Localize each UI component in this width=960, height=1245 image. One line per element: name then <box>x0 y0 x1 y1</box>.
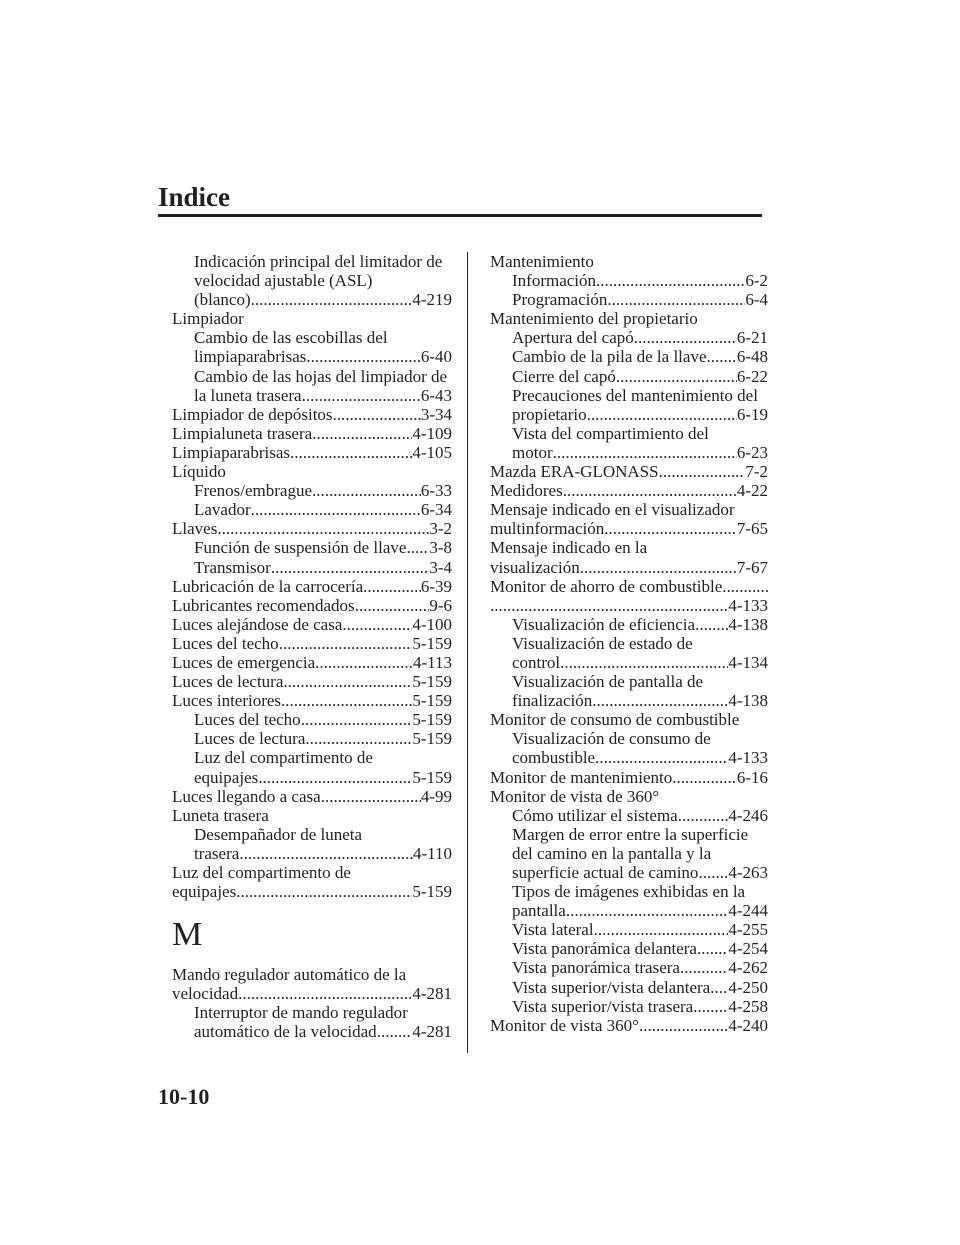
index-entry-label: Visualización de eficiencia <box>512 614 696 634</box>
index-entry-page: 4-263 <box>728 863 768 882</box>
index-heading-line: Tipos de imágenes exhibidas en la <box>512 882 746 902</box>
dot-leader <box>363 577 421 596</box>
dot-leader <box>306 347 420 366</box>
dot-leader <box>560 653 728 672</box>
index-entry-page: 5-159 <box>412 767 452 787</box>
column-divider <box>467 252 468 1053</box>
dot-leader <box>305 729 412 748</box>
index-entry <box>172 729 452 748</box>
dot-leader <box>566 901 729 920</box>
dot-leader <box>594 920 729 939</box>
index-entry <box>172 768 452 787</box>
index-entry <box>490 462 768 481</box>
dot-leader <box>697 939 728 958</box>
dot-leader <box>312 481 421 500</box>
index-entry-label: control <box>512 652 561 672</box>
index-entry <box>172 634 452 653</box>
index-entry-page: 7-65 <box>736 519 768 539</box>
dot-leader <box>639 1016 728 1035</box>
index-entry-label: Lubricación de la carrocería <box>172 576 364 596</box>
index-entry-page: 5-159 <box>412 710 452 730</box>
index-entry-page: 4-258 <box>728 996 768 1016</box>
index-entry <box>490 443 768 462</box>
dot-leader <box>315 653 413 672</box>
dot-leader <box>722 577 768 596</box>
index-heading-line: Vista del compartimiento del <box>512 423 709 443</box>
index-entry-label: Luces de emergencia <box>172 652 316 672</box>
index-entry-label: (blanco) <box>194 290 251 310</box>
index-entry <box>490 653 768 672</box>
index-column-left <box>172 252 452 1042</box>
dot-leader <box>695 615 728 634</box>
dot-leader <box>377 1022 413 1041</box>
index-heading-line: Margen de error entre la superficie <box>512 824 749 844</box>
index-entry-page: 6-21 <box>736 328 768 348</box>
index-entry <box>490 519 768 538</box>
index-entry <box>172 519 452 538</box>
dot-leader <box>301 710 413 729</box>
dot-leader <box>592 691 728 710</box>
dot-leader <box>580 558 737 577</box>
index-entry-page: 3-2 <box>429 519 452 539</box>
index-entry-page: 4-254 <box>728 939 768 959</box>
index-heading-line: Visualización de estado de <box>512 633 693 653</box>
dot-leader <box>342 615 412 634</box>
index-entry-page: 3-34 <box>420 404 452 424</box>
index-entry <box>490 405 768 424</box>
index-entry-page: 5-159 <box>412 882 452 902</box>
dot-leader <box>595 748 728 767</box>
index-entry-label: Luces interiores <box>172 691 282 711</box>
index-entry-label: automático de la velocidad <box>194 1022 377 1042</box>
index-entry <box>490 997 768 1016</box>
index-entry <box>490 691 768 710</box>
dot-leader <box>596 271 745 290</box>
index-entry <box>172 882 452 901</box>
index-entry-page: 3-4 <box>429 557 452 577</box>
index-entry <box>490 481 768 500</box>
index-entry-label: pantalla <box>512 901 566 921</box>
index-entry-label: Vista superior/vista trasera <box>512 996 694 1016</box>
index-entry-page: 6-4 <box>745 290 768 310</box>
index-entry-label: Monitor de mantenimiento <box>490 767 673 787</box>
dot-leader <box>290 443 412 462</box>
index-entry <box>172 1022 452 1041</box>
index-entry <box>172 691 452 710</box>
index-entry-label: Lavador <box>194 500 251 520</box>
index-entry-label: Vista lateral <box>512 920 594 940</box>
index-entry <box>490 577 768 596</box>
index-entry-label: Mazda ERA-GLONASS <box>490 462 659 482</box>
index-entry-label: Luces del techo <box>194 710 301 730</box>
index-entry <box>490 290 768 309</box>
index-entry-label: finalización <box>512 691 593 711</box>
dot-leader <box>239 844 413 863</box>
index-entry-page: 6-43 <box>420 385 452 405</box>
dot-leader <box>258 768 412 787</box>
index-entry <box>490 367 768 386</box>
index-heading-line: Líquido <box>172 462 226 482</box>
index-entry-page: 6-48 <box>736 347 768 367</box>
index-entry-page: 4-105 <box>412 442 452 462</box>
index-heading-line: Mantenimiento <box>490 252 594 271</box>
index-entry <box>490 558 768 577</box>
dot-leader <box>279 634 413 653</box>
index-entry-page: 4-109 <box>412 423 452 443</box>
dot-leader <box>680 958 728 977</box>
index-heading-line: del camino en la pantalla y la <box>512 843 712 863</box>
index-entry <box>490 328 768 347</box>
dot-leader <box>634 328 737 347</box>
index-entry-label: Medidores <box>490 481 563 501</box>
index-entry-page: 4-100 <box>412 614 452 634</box>
index-entry-label: Llaves <box>172 519 218 539</box>
index-heading-line: velocidad ajustable (ASL) <box>194 271 373 291</box>
dot-leader <box>587 405 737 424</box>
index-entry-label: Monitor de vista 360° <box>490 1015 639 1035</box>
dot-leader <box>490 596 728 615</box>
index-entry-page: 4-240 <box>728 1015 768 1035</box>
index-entry-page: 6-33 <box>420 481 452 501</box>
index-entry-label: Luces de lectura <box>172 672 284 692</box>
dot-leader <box>698 863 728 882</box>
dot-leader <box>281 691 412 710</box>
index-entry <box>490 806 768 825</box>
dot-leader <box>251 500 421 519</box>
page-number: 10-10 <box>158 1084 210 1109</box>
index-entry-page: 4-281 <box>412 984 452 1004</box>
index-entry <box>490 978 768 997</box>
index-heading-line: Visualización de pantalla de <box>512 672 704 692</box>
dot-leader <box>302 386 421 405</box>
index-entry <box>172 290 452 309</box>
index-heading-line: Mando regulador automático de la <box>172 965 407 985</box>
dot-leader <box>312 424 412 443</box>
index-heading-line: Cambio de las escobillas del <box>194 328 388 348</box>
index-entry-page: 4-138 <box>728 614 768 634</box>
index-entry <box>490 748 768 767</box>
index-heading-line: Monitor de consumo de combustible <box>490 710 740 730</box>
index-entry <box>172 386 452 405</box>
dot-leader <box>217 519 429 538</box>
dot-leader <box>406 538 429 557</box>
index-entry-label: Apertura del capó <box>512 328 634 348</box>
section-letter: M <box>172 916 203 954</box>
index-entry-page: 7-67 <box>736 557 768 577</box>
index-entry-label: Limpiaparabrisas <box>172 442 291 462</box>
index-entry-label: propietario <box>512 404 587 424</box>
index-entry-page: 5-159 <box>412 672 452 692</box>
index-entry-label: Monitor de ahorro de combustible <box>490 576 723 596</box>
index-entry <box>172 984 452 1003</box>
index-entry-page: 4-113 <box>412 652 452 672</box>
index-entry-label: visualización <box>490 557 580 577</box>
index-entry-page: 5-159 <box>412 729 452 749</box>
index-entry <box>490 920 768 939</box>
index-entry-page: 6-22 <box>736 366 768 386</box>
index-entry-label: Luces alejándose de casa <box>172 614 343 634</box>
index-heading-line: Desempañador de luneta <box>194 824 363 844</box>
index-entry-page: 4-138 <box>728 691 768 711</box>
index-entry-page: 3-8 <box>429 538 452 558</box>
index-heading-line: Cambio de las hojas del limpiador de <box>194 366 448 386</box>
index-entry <box>172 347 452 366</box>
index-entry-page: 4-99 <box>420 786 452 806</box>
index-entry <box>172 672 452 691</box>
index-heading-line: Precauciones del mantenimiento del <box>512 385 758 405</box>
dot-leader <box>333 405 421 424</box>
index-entry <box>490 347 768 366</box>
index-entry-label: Vista panorámica trasera <box>512 958 680 978</box>
index-entry-label: equipajes <box>172 882 237 902</box>
index-entry <box>172 443 452 462</box>
index-entry-label: Función de suspensión de llave <box>194 538 407 558</box>
dot-leader <box>251 290 413 309</box>
index-heading-line: Luz del compartimento de <box>172 863 351 882</box>
index-entry-label: combustible <box>512 748 596 768</box>
index-heading-line: Limpiador <box>172 309 244 329</box>
index-entry <box>172 538 452 557</box>
index-entry <box>172 615 452 634</box>
index-entry <box>172 787 452 806</box>
dot-leader <box>271 558 429 577</box>
dot-leader <box>604 519 737 538</box>
index-entry-page: 4-281 <box>412 1022 452 1042</box>
index-entry-page: 4-262 <box>728 958 768 978</box>
index-entry-page: 6-16 <box>736 767 768 787</box>
index-heading-line: Indicación principal del limitador de <box>194 252 443 271</box>
index-entry-page: 4-219 <box>412 290 452 310</box>
index-entry <box>490 271 768 290</box>
index-entry-page: 5-159 <box>412 633 452 653</box>
index-entry <box>172 558 452 577</box>
index-entry-label: Luces de lectura <box>194 729 306 749</box>
index-entry <box>490 768 768 787</box>
index-entry-label: Información <box>512 271 597 291</box>
index-entry-label: trasera <box>194 843 240 863</box>
index-entry-label: Limpiador de depósitos <box>172 404 333 424</box>
index-entry-page: 4-244 <box>728 901 768 921</box>
index-entry <box>490 596 768 615</box>
index-entry-page: 6-40 <box>420 347 452 367</box>
index-entry-label: superficie actual de camino <box>512 863 699 882</box>
page-title: Indice <box>158 182 231 212</box>
index-entry-page: 5-159 <box>412 691 452 711</box>
index-entry-label: multinformación <box>490 519 605 539</box>
index-entry <box>172 653 452 672</box>
dot-leader <box>355 596 430 615</box>
index-entry-label: equipajes <box>194 767 259 787</box>
index-entry-label: velocidad <box>172 984 239 1004</box>
dot-leader <box>672 768 737 787</box>
dot-leader <box>659 462 746 481</box>
index-entry-page: 4-22 <box>736 481 768 501</box>
index-entry <box>172 844 452 863</box>
dot-leader <box>693 997 728 1016</box>
dot-leader <box>553 443 737 462</box>
index-heading-line: Mantenimiento del propietario <box>490 309 698 329</box>
index-entry-page: 4-250 <box>728 977 768 997</box>
index-entry <box>172 577 452 596</box>
index-entry <box>490 958 768 977</box>
index-entry-page: 4-246 <box>728 805 768 825</box>
index-entry-page: 6-23 <box>736 442 768 462</box>
index-entry-label: Programación <box>512 290 608 310</box>
index-entry-label: Cambio de la pila de la llave <box>512 347 707 367</box>
index-entry <box>172 405 452 424</box>
index-entry-page: 4-133 <box>728 595 768 615</box>
index-entry-label: Frenos/embrague <box>194 481 313 501</box>
index-entry <box>490 615 768 634</box>
index-entry-label: Cómo utilizar el sistema <box>512 805 678 825</box>
index-entry-label: la luneta trasera <box>194 385 302 405</box>
index-entry <box>172 500 452 519</box>
title-rule <box>158 214 762 217</box>
index-entry-label: limpiaparabrisas <box>194 347 307 367</box>
index-entry <box>490 939 768 958</box>
index-entry-label: Luces llegando a casa <box>172 786 321 806</box>
index-entry-label: Transmisor <box>194 557 271 577</box>
dot-leader <box>707 347 737 366</box>
index-entry <box>172 710 452 729</box>
index-heading-line: Visualización de consumo de <box>512 729 711 749</box>
index-entry <box>490 901 768 920</box>
dot-leader <box>607 290 745 309</box>
index-heading-line: Monitor de vista de 360° <box>490 786 660 806</box>
index-entry-label: Lubricantes recomendados <box>172 595 355 615</box>
index-entry <box>490 1016 768 1035</box>
index-entry <box>172 481 452 500</box>
dot-leader <box>678 806 729 825</box>
index-entry-label: Luces del techo <box>172 633 279 653</box>
index-entry-page: 6-34 <box>420 500 452 520</box>
dot-leader <box>283 672 412 691</box>
index-heading-line: Mensaje indicado en el visualizador <box>490 500 735 520</box>
index-column-right <box>490 252 768 1035</box>
index-entry-page: 4-134 <box>728 652 768 672</box>
index-entry-page: 4-133 <box>728 748 768 768</box>
index-entry-page: 4-110 <box>412 843 452 863</box>
dot-leader <box>236 882 412 901</box>
dot-leader <box>321 787 421 806</box>
index-entry-label: Limpialuneta trasera <box>172 423 313 443</box>
index-entry-page: 9-6 <box>429 595 452 615</box>
index-entry-label: Vista superior/vista delantera <box>512 977 711 997</box>
dot-leader <box>616 367 737 386</box>
index-entry-label: Vista panorámica delantera <box>512 939 697 959</box>
index-heading-line: Luz del compartimento de <box>194 748 373 768</box>
dot-leader <box>563 481 737 500</box>
index-entry-page: 6-2 <box>745 271 768 291</box>
dot-leader <box>710 978 728 997</box>
dot-leader <box>238 984 412 1003</box>
index-entry-page: 4-255 <box>728 920 768 940</box>
index-entry <box>172 424 452 443</box>
index-entry-page: 7-2 <box>745 462 768 482</box>
index-entry-label: Cierre del capó <box>512 366 616 386</box>
index-entry-page: 6-19 <box>736 404 768 424</box>
index-entry-label: motor <box>512 442 553 462</box>
index-entry <box>490 863 768 882</box>
index-entry-page: 6-39 <box>420 576 452 596</box>
index-heading-line: Mensaje indicado en la <box>490 538 648 558</box>
index-heading-line: Interruptor de mando regulador <box>194 1003 408 1023</box>
index-entry <box>172 596 452 615</box>
index-heading-line: Luneta trasera <box>172 805 269 825</box>
